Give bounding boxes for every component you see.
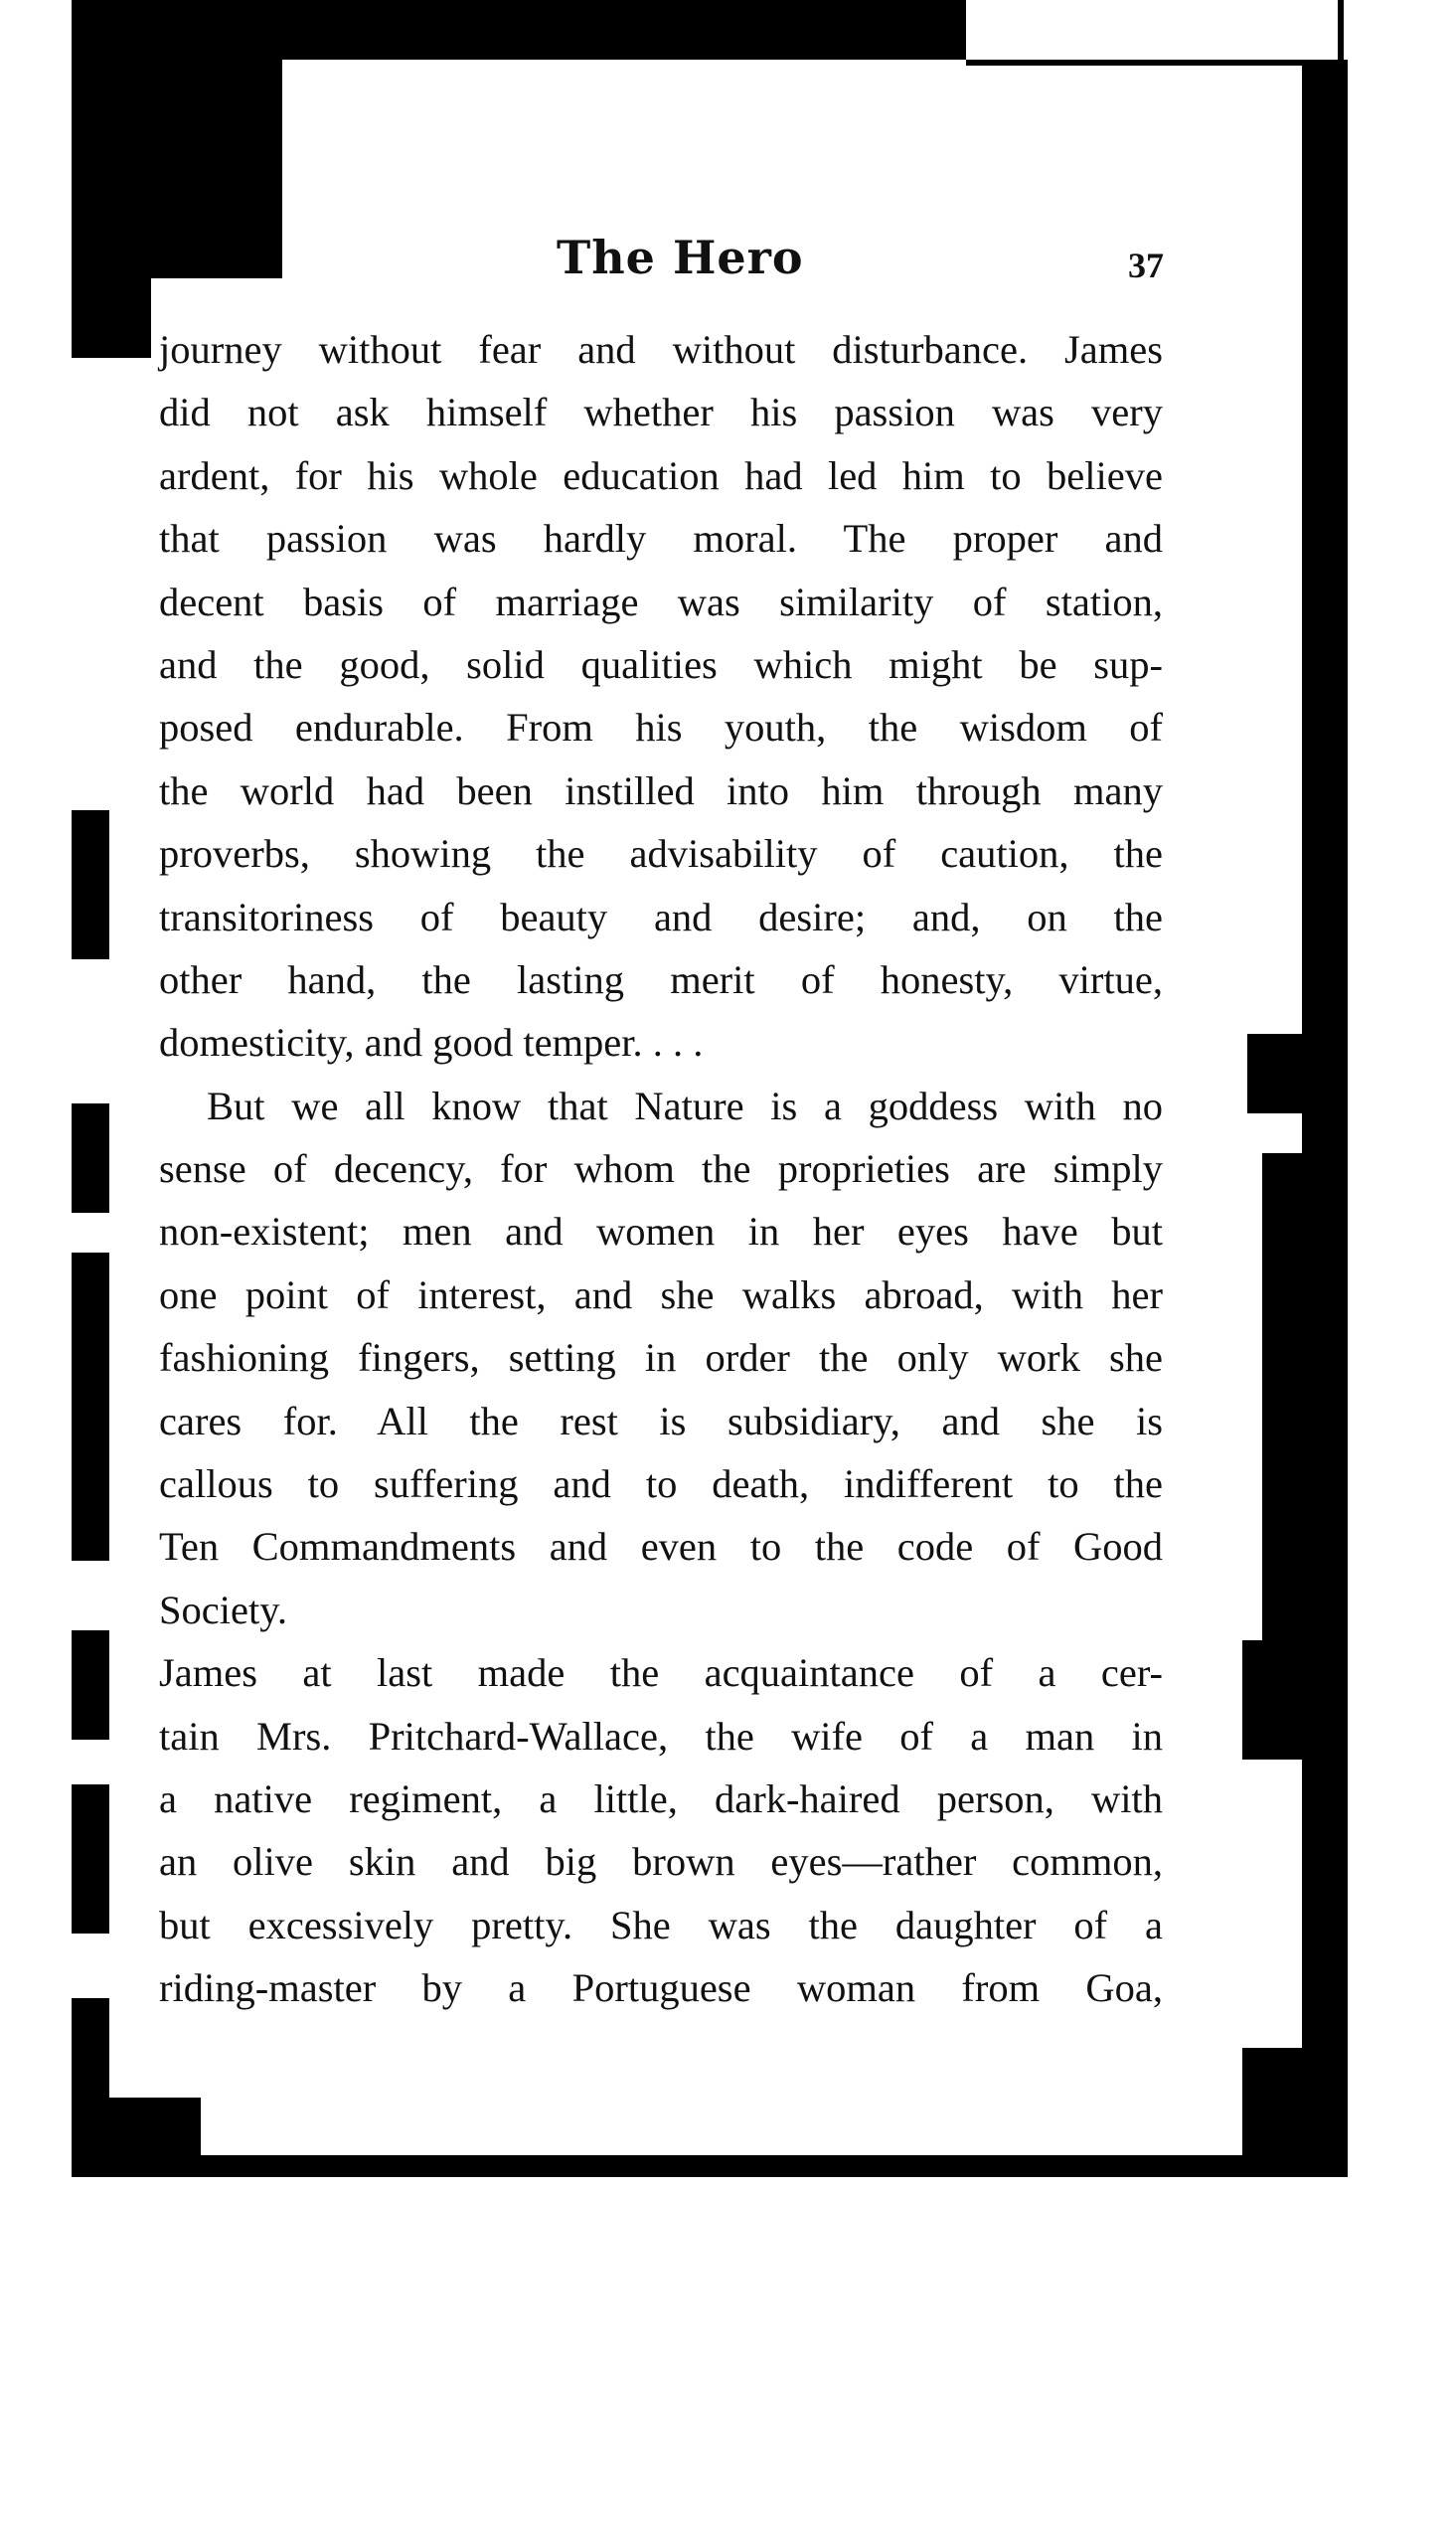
text-line: James at last made the acquaintance of a cer- xyxy=(159,1650,1163,1696)
scan-border-top xyxy=(72,0,966,60)
paragraph xyxy=(159,318,1163,1075)
text-line: journey without fear and without disturbance. James xyxy=(159,327,1163,372)
scan-border-left-1 xyxy=(72,810,109,959)
text-line: tain Mrs. Pritchard-Wallace, the wife of a man in xyxy=(159,1713,1163,1759)
text-line: other hand, the lasting merit of honesty, virtue, xyxy=(159,956,1163,1002)
text-line: Society. xyxy=(159,1587,287,1632)
scan-border-right xyxy=(1302,60,1348,2177)
scan-border-top-right xyxy=(1338,0,1344,60)
text-line: Ten Commandments and even to the code of Good xyxy=(159,1524,1163,1570)
scan-border-right-notch-2 xyxy=(1262,1153,1307,1650)
text-line: a native regiment, a little, dark-haired person, with xyxy=(159,1775,1163,1821)
text-line: riding-master by a Portuguese woman from Goa, xyxy=(159,1965,1163,2011)
scan-border-left-5 xyxy=(72,1784,109,1934)
text-line: sense of decency, for whom the proprieties are simply xyxy=(159,1146,1163,1192)
text-line: the world had been instilled into him through many xyxy=(159,767,1163,813)
text-line: ardent, for his whole education had led him to believe xyxy=(159,452,1163,498)
text-line: did not ask himself whether his passion was very xyxy=(159,390,1163,435)
text-line: an olive skin and big brown eyes—rather common, xyxy=(159,1839,1163,1885)
text-line: transitoriness of beauty and desire; and, on the xyxy=(159,894,1163,939)
scan-border-top-thin xyxy=(966,60,1344,66)
text-line: fashioning fingers, setting in order the only work she xyxy=(159,1335,1163,1381)
text-line: non-existent; men and women in her eyes have but xyxy=(159,1209,1163,1255)
page-number: 37 xyxy=(1128,246,1164,285)
text-line: one point of interest, and she walks abroad, with her xyxy=(159,1271,1163,1317)
scan-border-right-notch-1 xyxy=(1247,1034,1307,1113)
paragraph xyxy=(159,1075,1163,1642)
body-text xyxy=(159,318,1163,2020)
text-line: But we all know that Nature is a goddess with no xyxy=(207,1083,1163,1128)
text-line: callous to suffering and to death, indifferent to the xyxy=(159,1461,1163,1507)
text-line: posed endurable. From his youth, the wisdom of xyxy=(159,705,1163,751)
text-line: domesticity, and good temper. . . . xyxy=(159,1020,704,1066)
scan-border-bottom xyxy=(72,2155,1348,2177)
text-line: decent basis of marriage was similarity of station, xyxy=(159,579,1163,624)
scan-border-left-3 xyxy=(72,1253,109,1561)
text-line: cares for. All the rest is subsidiary, and she is xyxy=(159,1398,1163,1443)
text-line: proverbs, showing the advisability of caution, the xyxy=(159,831,1163,877)
scan-border-right-notch-3 xyxy=(1242,1640,1307,1760)
text-line: but excessively pretty. She was the daughter of a xyxy=(159,1902,1163,1947)
paragraph xyxy=(159,1641,1163,2019)
scan-border-left-4 xyxy=(72,1630,109,1740)
text-line: that passion was hardly moral. The proper and xyxy=(159,516,1163,562)
scan-border-left-top-2 xyxy=(72,278,151,358)
scan-border-left-top xyxy=(72,60,282,278)
text-line: and the good, solid qualities which might be sup- xyxy=(159,641,1163,687)
scan-border-left-2 xyxy=(72,1103,109,1213)
running-header: The Hero xyxy=(557,231,804,284)
